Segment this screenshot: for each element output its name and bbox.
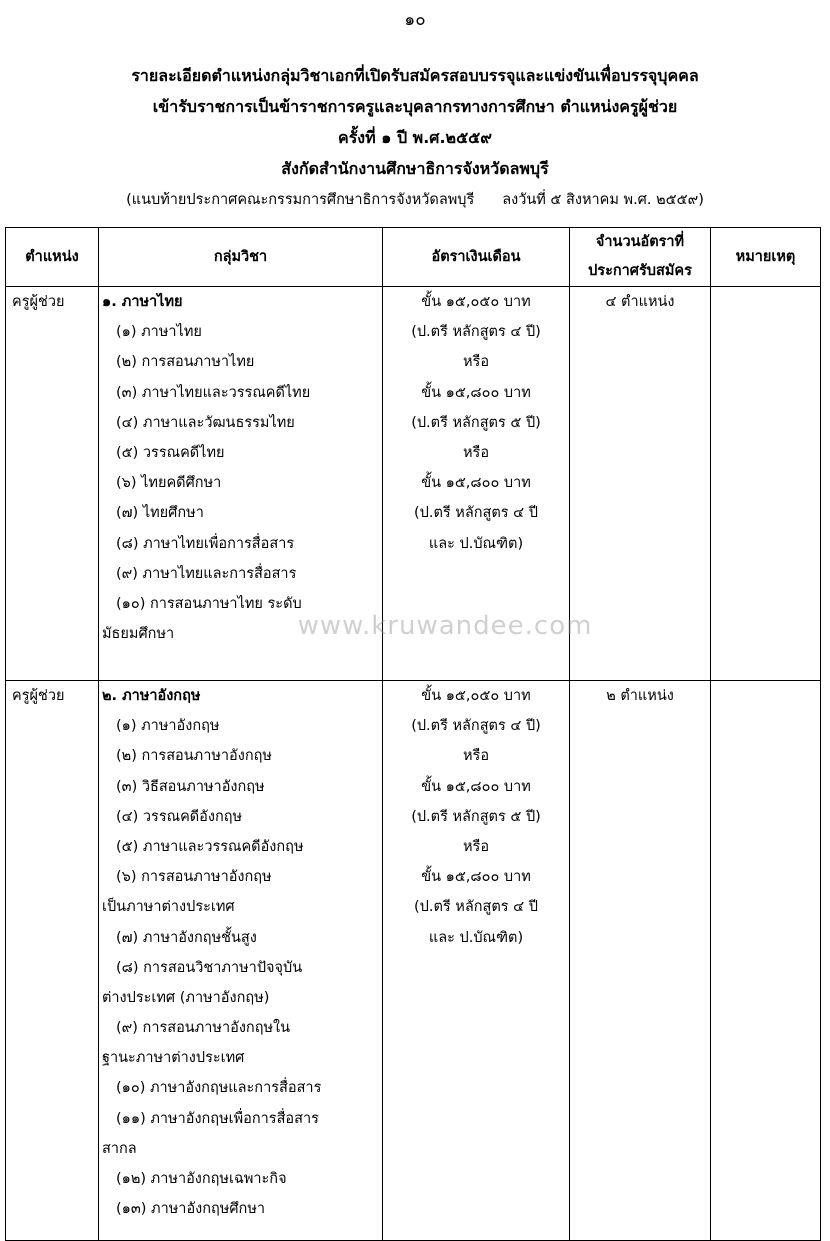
remark-cell xyxy=(711,681,821,1241)
subject-item: (๔) ภาษาและวัฒนธรรมไทย xyxy=(116,414,295,431)
header-count xyxy=(570,228,711,287)
header-salary: อัตราเงินเดือน xyxy=(383,228,570,287)
annex-date: ลงวันที่ ๕ สิงหาคม พ.ศ. ๒๕๕๙) xyxy=(502,192,704,208)
table-header-row xyxy=(6,228,821,287)
header-position: ตำแหน่ง xyxy=(6,228,99,287)
header-count-line-2: ประกาศรับสมัคร xyxy=(588,263,692,279)
group-title: ๑. ภาษาไทย xyxy=(102,294,183,310)
subject-item: (๑๐) ภาษาอังกฤษและการสื่อสาร xyxy=(116,1080,322,1097)
page-number: ๑๐ xyxy=(404,10,426,30)
subject-item: (๔) วรรณคดีอังกฤษ xyxy=(116,808,243,825)
subject-item-continuation: มัธยมศึกษา xyxy=(102,626,175,643)
subject-item: (๒) การสอนภาษาไทย xyxy=(116,354,255,371)
heading-line-2: เข้ารับราชการเป็นข้าราชการครูและบุคลากรทางการศึกษา ตำแหน่งครูผู้ช่วย xyxy=(152,97,678,116)
annex-text: (แนบท้ายประกาศคณะกรรมการศึกษาธิการจังหวัดลพบุรี xyxy=(126,192,475,208)
subject-item: (๑๑) ภาษาอังกฤษเพื่อการสื่อสาร xyxy=(116,1110,319,1127)
table-row xyxy=(6,287,821,681)
salary-line: หรือ xyxy=(462,838,490,855)
subject-item: (๕) วรรณคดีไทย xyxy=(116,444,225,461)
remark-cell xyxy=(711,287,821,681)
subject-item: (๘) ภาษาไทยเพื่อการสื่อสาร xyxy=(116,535,295,552)
subject-item-continuation: ต่างประเทศ (ภาษาอังกฤษ) xyxy=(102,989,270,1006)
salary-line: (ป.ตรี หลักสูตร ๕ ปี) xyxy=(411,808,541,825)
subject-item-continuation: สากล xyxy=(102,1140,137,1157)
count-cell xyxy=(570,681,711,1241)
heading-line-4: สังกัดสำนักงานศึกษาธิการจังหวัดลพบุรี xyxy=(281,159,549,178)
subject-item: (๑๒) ภาษาอังกฤษเฉพาะกิจ xyxy=(116,1171,287,1187)
subject-item: (๗) ไทยศึกษา xyxy=(116,505,204,522)
salary-line: (ป.ตรี หลักสูตร ๔ ปี xyxy=(414,505,538,522)
subject-item: (๖) การสอนภาษาอังกฤษ xyxy=(116,869,272,886)
heading-line-3: ครั้งที่ ๑ ปี พ.ศ.๒๕๕๙ xyxy=(337,128,493,147)
heading-line-1: รายละเอียดตำแหน่งกลุ่มวิชาเอกที่เปิดรับสมัครสอบบรรจุและแข่งขันเพื่อบรรจุบุคคล xyxy=(131,66,699,85)
salary-line: และ ป.บัณฑิต) xyxy=(428,929,524,946)
group-cell xyxy=(99,287,383,681)
watermark: www.kruwandee.com xyxy=(297,611,593,641)
subject-item: (๒) การสอนภาษาอังกฤษ xyxy=(116,748,272,765)
salary-cell xyxy=(383,287,570,681)
subject-item: (๘) การสอนวิชาภาษาปัจจุบัน xyxy=(116,959,303,976)
header-remark: หมายเหตุ xyxy=(711,228,821,287)
positions-table xyxy=(5,227,821,1241)
subject-item-continuation: เป็นภาษาต่างประเทศ xyxy=(102,899,235,916)
salary-line: (ป.ตรี หลักสูตร ๔ ปี) xyxy=(411,718,541,735)
salary-line: หรือ xyxy=(462,354,490,371)
salary-line: ขั้น ๑๕,๘๐๐ บาท xyxy=(421,475,531,492)
position-cell xyxy=(6,681,99,1241)
subject-item: (๖) ไทยคดีศึกษา xyxy=(116,475,222,492)
subject-item: (๗) ภาษาอังกฤษชั้นสูง xyxy=(116,929,257,946)
count-cell xyxy=(570,287,711,681)
subject-item-continuation: ฐานะภาษาต่างประเทศ xyxy=(102,1050,245,1067)
salary-line: ขั้น ๑๕,๘๐๐ บาท xyxy=(421,384,531,401)
salary-line: (ป.ตรี หลักสูตร ๕ ปี) xyxy=(411,414,541,431)
subject-item: (๑) ภาษาอังกฤษ xyxy=(116,718,220,735)
salary-line: และ ป.บัณฑิต) xyxy=(428,535,524,552)
salary-line: ขั้น ๑๕,๐๕๐ บาท xyxy=(421,294,531,310)
subject-item: (๑๓) ภาษาอังกฤษศึกษา xyxy=(116,1201,266,1218)
subject-item: (๓) วิธีสอนภาษาอังกฤษ xyxy=(116,778,265,795)
position-cell xyxy=(6,287,99,681)
subject-item: (๕) ภาษาและวรรณคดีอังกฤษ xyxy=(116,838,304,855)
group-cell xyxy=(99,681,383,1241)
position-text: ครูผู้ช่วย xyxy=(12,294,65,310)
subject-item: (๙) การสอนภาษาอังกฤษใน xyxy=(116,1020,291,1037)
salary-line: ขั้น ๑๕,๐๕๐ บาท xyxy=(421,688,531,704)
salary-line: หรือ xyxy=(462,444,490,461)
salary-line: (ป.ตรี หลักสูตร ๔ ปี xyxy=(414,899,538,916)
annex-line xyxy=(0,188,830,211)
position-text: ครูผู้ช่วย xyxy=(12,688,65,704)
table-row xyxy=(6,681,821,1241)
salary-line: ขั้น ๑๕,๘๐๐ บาท xyxy=(421,778,531,795)
subject-item: (๑) ภาษาไทย xyxy=(116,324,202,341)
salary-line: หรือ xyxy=(462,748,490,765)
group-title: ๒. ภาษาอังกฤษ xyxy=(102,688,201,704)
header-count-line-1: จำนวนอัตราที่ xyxy=(595,234,685,250)
subject-item: (๑๐) การสอนภาษาไทย ระดับ xyxy=(116,595,302,612)
salary-line: (ป.ตรี หลักสูตร ๔ ปี) xyxy=(411,324,541,341)
header-group: กลุ่มวิชา xyxy=(99,228,383,287)
subject-item: (๙) ภาษาไทยและการสื่อสาร xyxy=(116,565,297,582)
salary-cell xyxy=(383,681,570,1241)
salary-line: ขั้น ๑๕,๘๐๐ บาท xyxy=(421,869,531,886)
count-text: ๔ ตำแหน่ง xyxy=(605,294,675,310)
subject-item: (๓) ภาษาไทยและวรรณคดีไทย xyxy=(116,384,311,401)
count-text: ๒ ตำแหน่ง xyxy=(606,688,674,704)
